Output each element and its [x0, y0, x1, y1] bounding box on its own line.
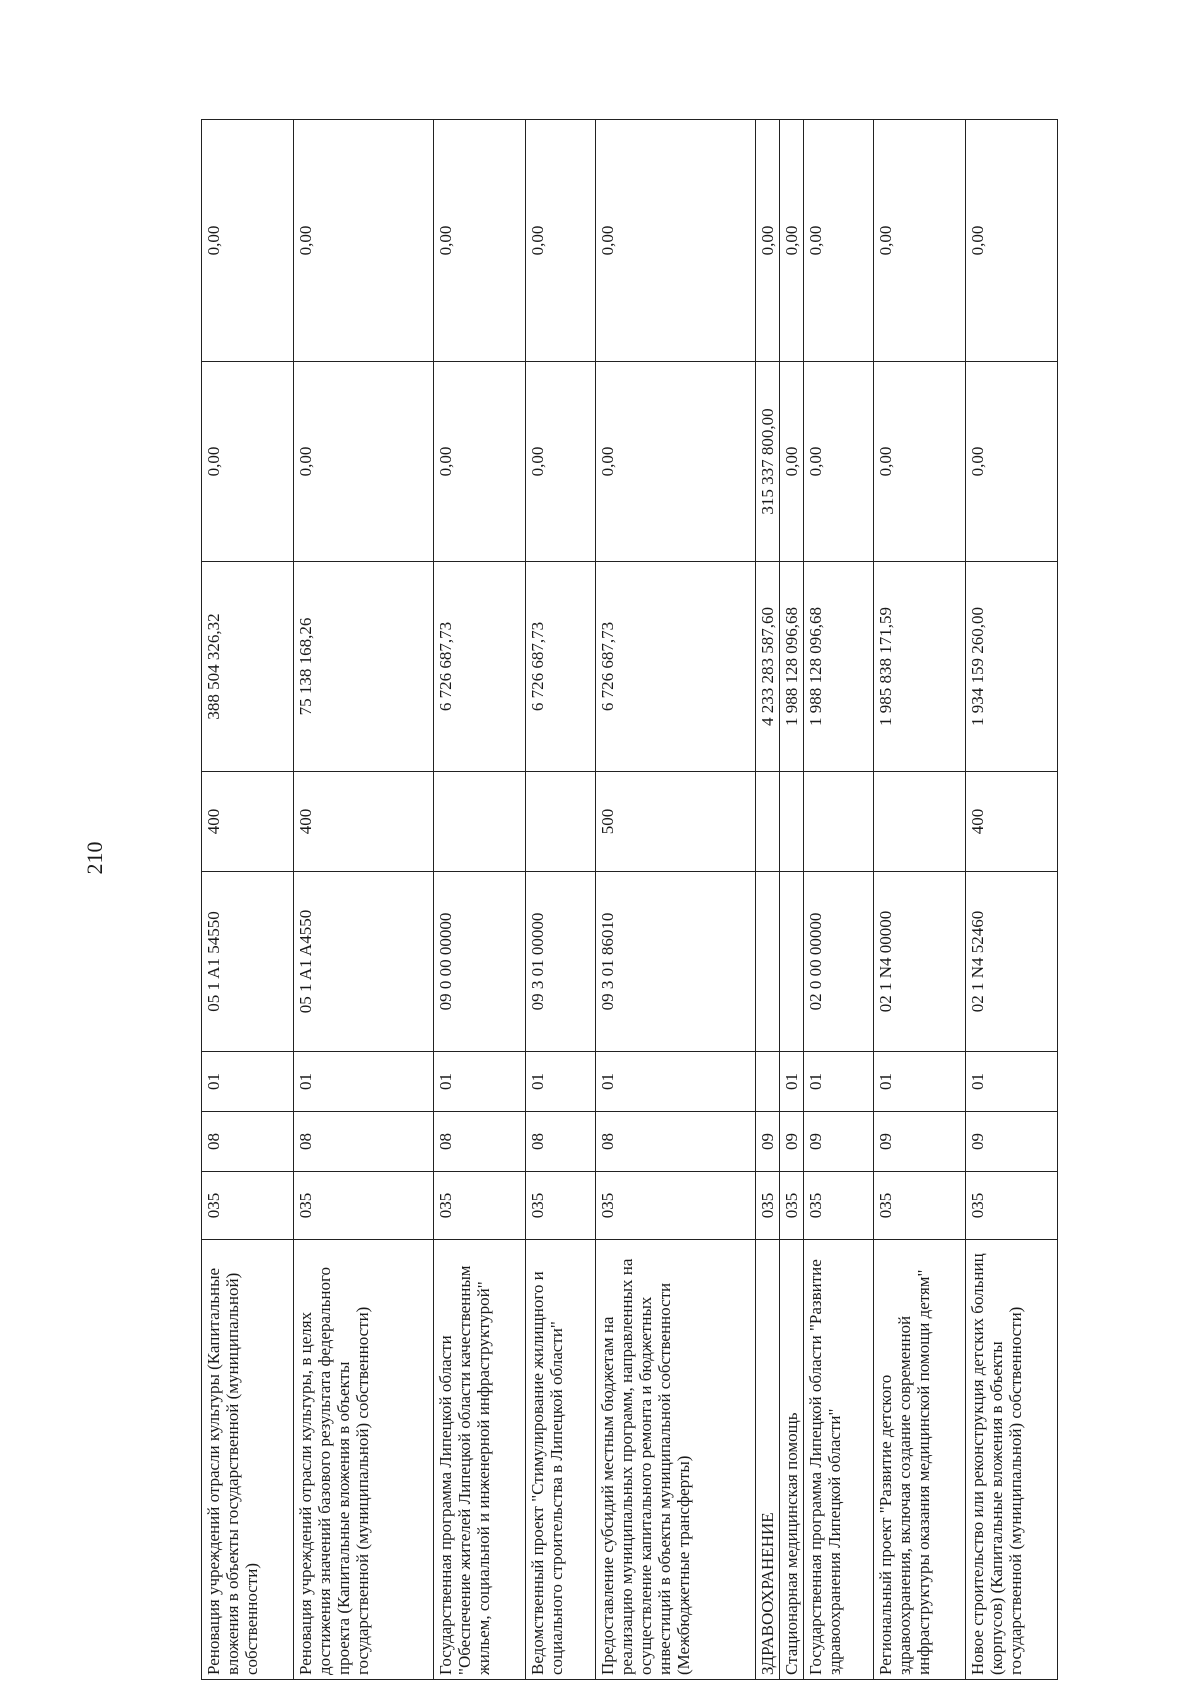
cell-grbs: 035 — [780, 1172, 804, 1240]
cell-subsection: 01 — [874, 1052, 966, 1112]
cell-subsection: 01 — [596, 1052, 756, 1112]
cell-target-article — [780, 872, 804, 1052]
table-row — [526, 120, 596, 1680]
cell-target-article: 02 0 00 00000 — [804, 872, 874, 1052]
cell-subsection: 01 — [780, 1052, 804, 1112]
cell-target-article — [756, 872, 780, 1052]
cell-amount-federal: 0,00 — [966, 362, 1058, 562]
cell-grbs: 035 — [966, 1172, 1058, 1240]
cell-section: 08 — [434, 1112, 526, 1172]
cell-amount-federal: 0,00 — [780, 362, 804, 562]
cell-target-article: 09 3 01 00000 — [526, 872, 596, 1052]
cell-amount: 1 985 838 171,59 — [874, 562, 966, 772]
budget-table — [201, 119, 1058, 1680]
cell-section: 09 — [804, 1112, 874, 1172]
table-row — [434, 120, 526, 1680]
cell-expense-type — [804, 772, 874, 872]
cell-amount: 6 726 687,73 — [434, 562, 526, 772]
cell-amount-federal: 0,00 — [596, 362, 756, 562]
cell-expense-type: 400 — [966, 772, 1058, 872]
cell-section: 08 — [202, 1112, 294, 1172]
cell-name: Государственная программа Липецкой области "Обеспечение жителей Липецкой области качественным жильем, социальной и инженерной инфраструктурой" — [434, 1240, 526, 1680]
cell-section: 08 — [596, 1112, 756, 1172]
table-row — [294, 120, 434, 1680]
table-row — [966, 120, 1058, 1680]
cell-subsection: 01 — [966, 1052, 1058, 1112]
cell-target-article: 09 3 01 86010 — [596, 872, 756, 1052]
cell-grbs: 035 — [804, 1172, 874, 1240]
cell-subsection: 01 — [804, 1052, 874, 1112]
cell-name: Предоставление субсидий местным бюджетам на реализацию муниципальных программ, направленных на осуществление капитального ремонта и бюджетных инвестиций в объекты муниципальной собственности (Межбюджетные трансферты) — [596, 1240, 756, 1680]
cell-amount-federal: 0,00 — [526, 362, 596, 562]
budget-table-body — [202, 120, 1058, 1680]
cell-grbs: 035 — [596, 1172, 756, 1240]
cell-amount-other: 0,00 — [294, 120, 434, 362]
cell-name: Стационарная медицинская помощь — [780, 1240, 804, 1680]
cell-target-article: 02 1 N4 52460 — [966, 872, 1058, 1052]
cell-amount: 1 988 128 096,68 — [804, 562, 874, 772]
cell-grbs: 035 — [202, 1172, 294, 1240]
table-row — [804, 120, 874, 1680]
cell-expense-type — [780, 772, 804, 872]
cell-amount-other: 0,00 — [780, 120, 804, 362]
cell-amount: 388 504 326,32 — [202, 562, 294, 772]
cell-subsection — [756, 1052, 780, 1112]
cell-section: 09 — [780, 1112, 804, 1172]
cell-section: 09 — [966, 1112, 1058, 1172]
cell-expense-type — [756, 772, 780, 872]
cell-target-article: 02 1 N4 00000 — [874, 872, 966, 1052]
cell-expense-type — [874, 772, 966, 872]
cell-amount: 6 726 687,73 — [526, 562, 596, 772]
cell-amount-federal: 0,00 — [874, 362, 966, 562]
cell-target-article: 09 0 00 00000 — [434, 872, 526, 1052]
cell-target-article: 05 1 A1 54550 — [202, 872, 294, 1052]
cell-name: Реновация учреждений отрасли культуры, в целях достижения значений базового результата федерального проекта (Капитальные вложения в объекты государственной (муниципальной) собственности) — [294, 1240, 434, 1680]
cell-subsection: 01 — [294, 1052, 434, 1112]
cell-amount-other: 0,00 — [804, 120, 874, 362]
cell-name: ЗДРАВООХРАНЕНИЕ — [756, 1240, 780, 1680]
cell-amount: 4 233 283 587,60 — [756, 562, 780, 772]
cell-amount-other: 0,00 — [596, 120, 756, 362]
cell-amount-federal: 315 337 800,00 — [756, 362, 780, 562]
cell-amount-other: 0,00 — [202, 120, 294, 362]
cell-amount-other: 0,00 — [434, 120, 526, 362]
table-row — [780, 120, 804, 1680]
cell-name: Реновация учреждений отрасли культуры (Капитальные вложения в объекты государственной (муниципальной) собственности) — [202, 1240, 294, 1680]
cell-expense-type — [434, 772, 526, 872]
table-row — [874, 120, 966, 1680]
cell-amount-federal: 0,00 — [202, 362, 294, 562]
cell-grbs: 035 — [526, 1172, 596, 1240]
cell-amount-other: 0,00 — [874, 120, 966, 362]
cell-grbs: 035 — [874, 1172, 966, 1240]
cell-amount-federal: 0,00 — [434, 362, 526, 562]
table-row — [756, 120, 780, 1680]
cell-amount: 1 988 128 096,68 — [780, 562, 804, 772]
cell-target-article: 05 1 A1 A4550 — [294, 872, 434, 1052]
cell-amount-other: 0,00 — [526, 120, 596, 362]
cell-expense-type — [526, 772, 596, 872]
cell-subsection: 01 — [202, 1052, 294, 1112]
cell-expense-type: 500 — [596, 772, 756, 872]
cell-amount-other: 0,00 — [966, 120, 1058, 362]
cell-expense-type: 400 — [202, 772, 294, 872]
cell-name: Новое строительство или реконструкция детских больниц (корпусов) (Капитальные вложения в объекты государственной (муниципальной) собственности) — [966, 1240, 1058, 1680]
cell-amount-other: 0,00 — [756, 120, 780, 362]
cell-amount: 1 934 159 260,00 — [966, 562, 1058, 772]
cell-amount: 75 138 168,26 — [294, 562, 434, 772]
cell-grbs: 035 — [294, 1172, 434, 1240]
table-row — [596, 120, 756, 1680]
table-row — [202, 120, 294, 1680]
cell-subsection: 01 — [526, 1052, 596, 1112]
page-number: 210 — [82, 841, 107, 875]
cell-amount-federal: 0,00 — [294, 362, 434, 562]
cell-name: Региональный проект "Развитие детского здравоохранения, включая создание современной инфраструктуры оказания медицинской помощи детям" — [874, 1240, 966, 1680]
cell-amount-federal: 0,00 — [804, 362, 874, 562]
cell-grbs: 035 — [434, 1172, 526, 1240]
cell-name: Государственная программа Липецкой области "Развитие здравоохранения Липецкой области" — [804, 1240, 874, 1680]
cell-section: 08 — [526, 1112, 596, 1172]
cell-expense-type: 400 — [294, 772, 434, 872]
cell-section: 08 — [294, 1112, 434, 1172]
budget-table-wrap — [201, 120, 1058, 1680]
cell-subsection: 01 — [434, 1052, 526, 1112]
cell-name: Ведомственный проект "Стимулирование жилищного и социального строительства в Липецкой области" — [526, 1240, 596, 1680]
cell-grbs: 035 — [756, 1172, 780, 1240]
cell-amount: 6 726 687,73 — [596, 562, 756, 772]
cell-section: 09 — [756, 1112, 780, 1172]
cell-section: 09 — [874, 1112, 966, 1172]
